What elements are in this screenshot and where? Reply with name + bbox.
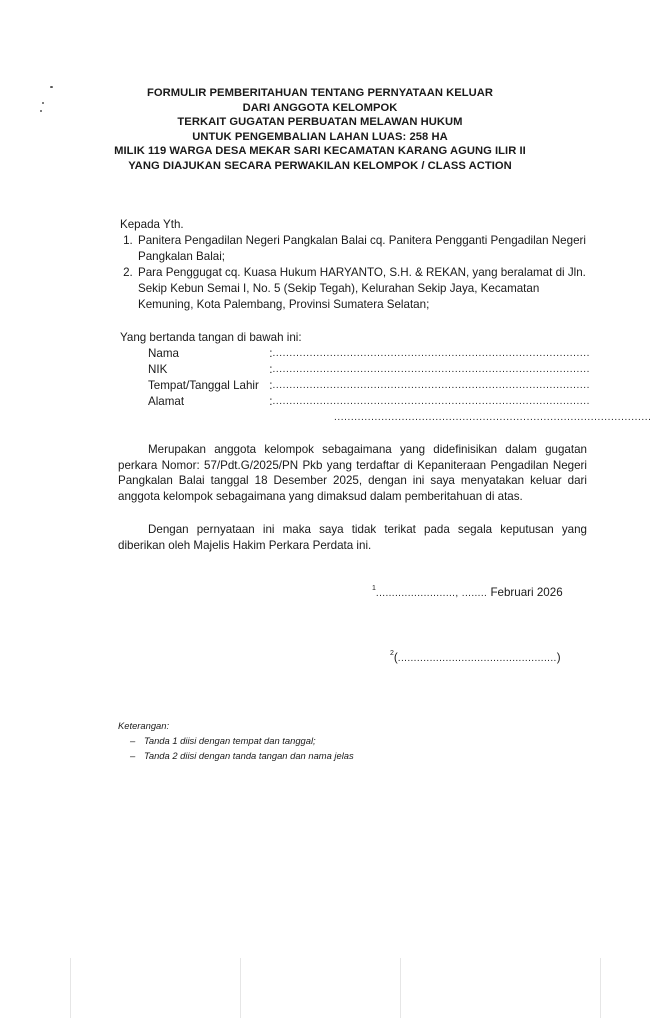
- addressee-list: [120, 233, 590, 313]
- fill-in-line[interactable]: ..............................................................................................: [334, 412, 652, 423]
- notes-heading: Keterangan:: [118, 720, 170, 731]
- footnote-mark: 1: [372, 585, 376, 592]
- statement-paragraph: [118, 522, 587, 553]
- scan-artifact-line: [400, 958, 401, 1018]
- note-item: [118, 748, 354, 763]
- field-colon: :: [269, 363, 273, 376]
- scan-speck: [50, 86, 53, 88]
- field-colon: :: [269, 395, 273, 408]
- paragraph-text: Dengan pernyataan ini maka saya tidak terikat pada segala keputusan yang diberikan oleh Majelis Hakim Perkara Perdata ini.: [118, 523, 587, 552]
- place-date-line: [372, 585, 563, 599]
- scan-artifact-line: [70, 958, 71, 1018]
- fill-in-line[interactable]: ..............................................................................................: [272, 364, 590, 375]
- scan-speck: [42, 102, 44, 104]
- field-label: Alamat: [148, 395, 185, 408]
- fill-in-line[interactable]: ..............................................................................................: [272, 380, 590, 391]
- title-line: UNTUK PENGEMBALIAN LAHAN LUAS: 258 HA: [192, 130, 448, 143]
- scan-artifact-line: [240, 958, 241, 1018]
- statement-paragraph: [118, 442, 587, 505]
- notes-block: [118, 718, 354, 763]
- field-label: Tempat/Tanggal Lahir: [148, 379, 259, 392]
- note-text: Tanda 1 diisi dengan tempat dan tanggal;: [144, 735, 316, 746]
- date-text: Februari 2026: [490, 586, 563, 599]
- identity-form: [120, 330, 652, 426]
- signature-fill-in[interactable]: ..................................................: [397, 653, 557, 664]
- field-colon: :: [269, 347, 273, 360]
- field-row-nik: [148, 362, 590, 378]
- fill-in-line[interactable]: ..............................................................................................: [272, 396, 590, 407]
- addressee-block: [120, 217, 590, 313]
- signature-close-paren: ): [556, 651, 561, 664]
- title-line: DARI ANGGOTA KELOMPOK: [242, 101, 398, 114]
- field-label: NIK: [148, 363, 168, 376]
- fill-in-line[interactable]: ..............................................................................................: [272, 348, 590, 359]
- note-text: Tanda 2 diisi dengan tanda tangan dan nama jelas: [144, 750, 354, 761]
- paragraph-text: Merupakan anggota kelompok sebagaimana yang didefinisikan dalam gugatan perkara Nomor: 57/Pdt.G/2025/PN Pkb yang terdaftar di Kepaniteraan Pengadilan Negeri Pangkalan Balai tanggal 18 Desember 2025, dengan ini saya menyatakan keluar dari anggota kelompok sebagaimana yang dimaksud dalam pemberitahuan di atas.: [118, 443, 587, 504]
- addressee-item: 1. Panitera Pengadilan Negeri Pangkalan Balai cq. Panitera Pengganti Pengadilan Negeri Pangkalan Balai;: [136, 233, 590, 265]
- field-label: Nama: [148, 347, 179, 360]
- signature-line: [390, 650, 561, 664]
- note-dash: –: [130, 750, 136, 761]
- addressee-item: 2. Para Penggugat cq. Kuasa Hukum HARYANTO, S.H. & REKAN, yang beralamat di Jln. Sekip Kebun Semai I, No. 5 (Sekip Tegah), Kelurahan Sekip Jaya, Kecamatan Kemuning, Kota Palembang, Provinsi Sumatera Selatan;: [136, 265, 590, 313]
- field-colon: :: [269, 379, 273, 392]
- note-item: [118, 733, 354, 748]
- day-fill-in[interactable]: ........: [461, 588, 488, 599]
- scan-artifact-line: [600, 958, 601, 1018]
- field-row-tempat-tanggal-lahir: [148, 378, 590, 394]
- place-fill-in[interactable]: .........................,: [375, 588, 459, 599]
- footnote-mark: 2: [390, 650, 394, 657]
- title-line: TERKAIT GUGATAN PERBUATAN MELAWAN HUKUM: [177, 116, 463, 129]
- title-line: FORMULIR PEMBERITAHUAN TENTANG PERNYATAAN KELUAR: [146, 87, 494, 99]
- addressee-greeting: Kepada Yth.: [120, 218, 184, 231]
- field-row-alamat: [148, 394, 590, 410]
- field-row-nama: [148, 346, 590, 362]
- field-row-alamat-continued: [148, 410, 652, 426]
- title-line: MILIK 119 WARGA DESA MEKAR SARI KECAMATAN KARANG AGUNG ILIR II: [114, 145, 526, 158]
- document-title: [100, 86, 540, 174]
- identity-intro: Yang bertanda tangan di bawah ini:: [120, 331, 302, 344]
- signature-open-paren: (: [393, 651, 398, 664]
- title-line: YANG DIAJUKAN SECARA PERWAKILAN KELOMPOK / CLASS ACTION: [128, 159, 512, 172]
- note-dash: –: [130, 735, 136, 746]
- scan-speck: [40, 110, 42, 112]
